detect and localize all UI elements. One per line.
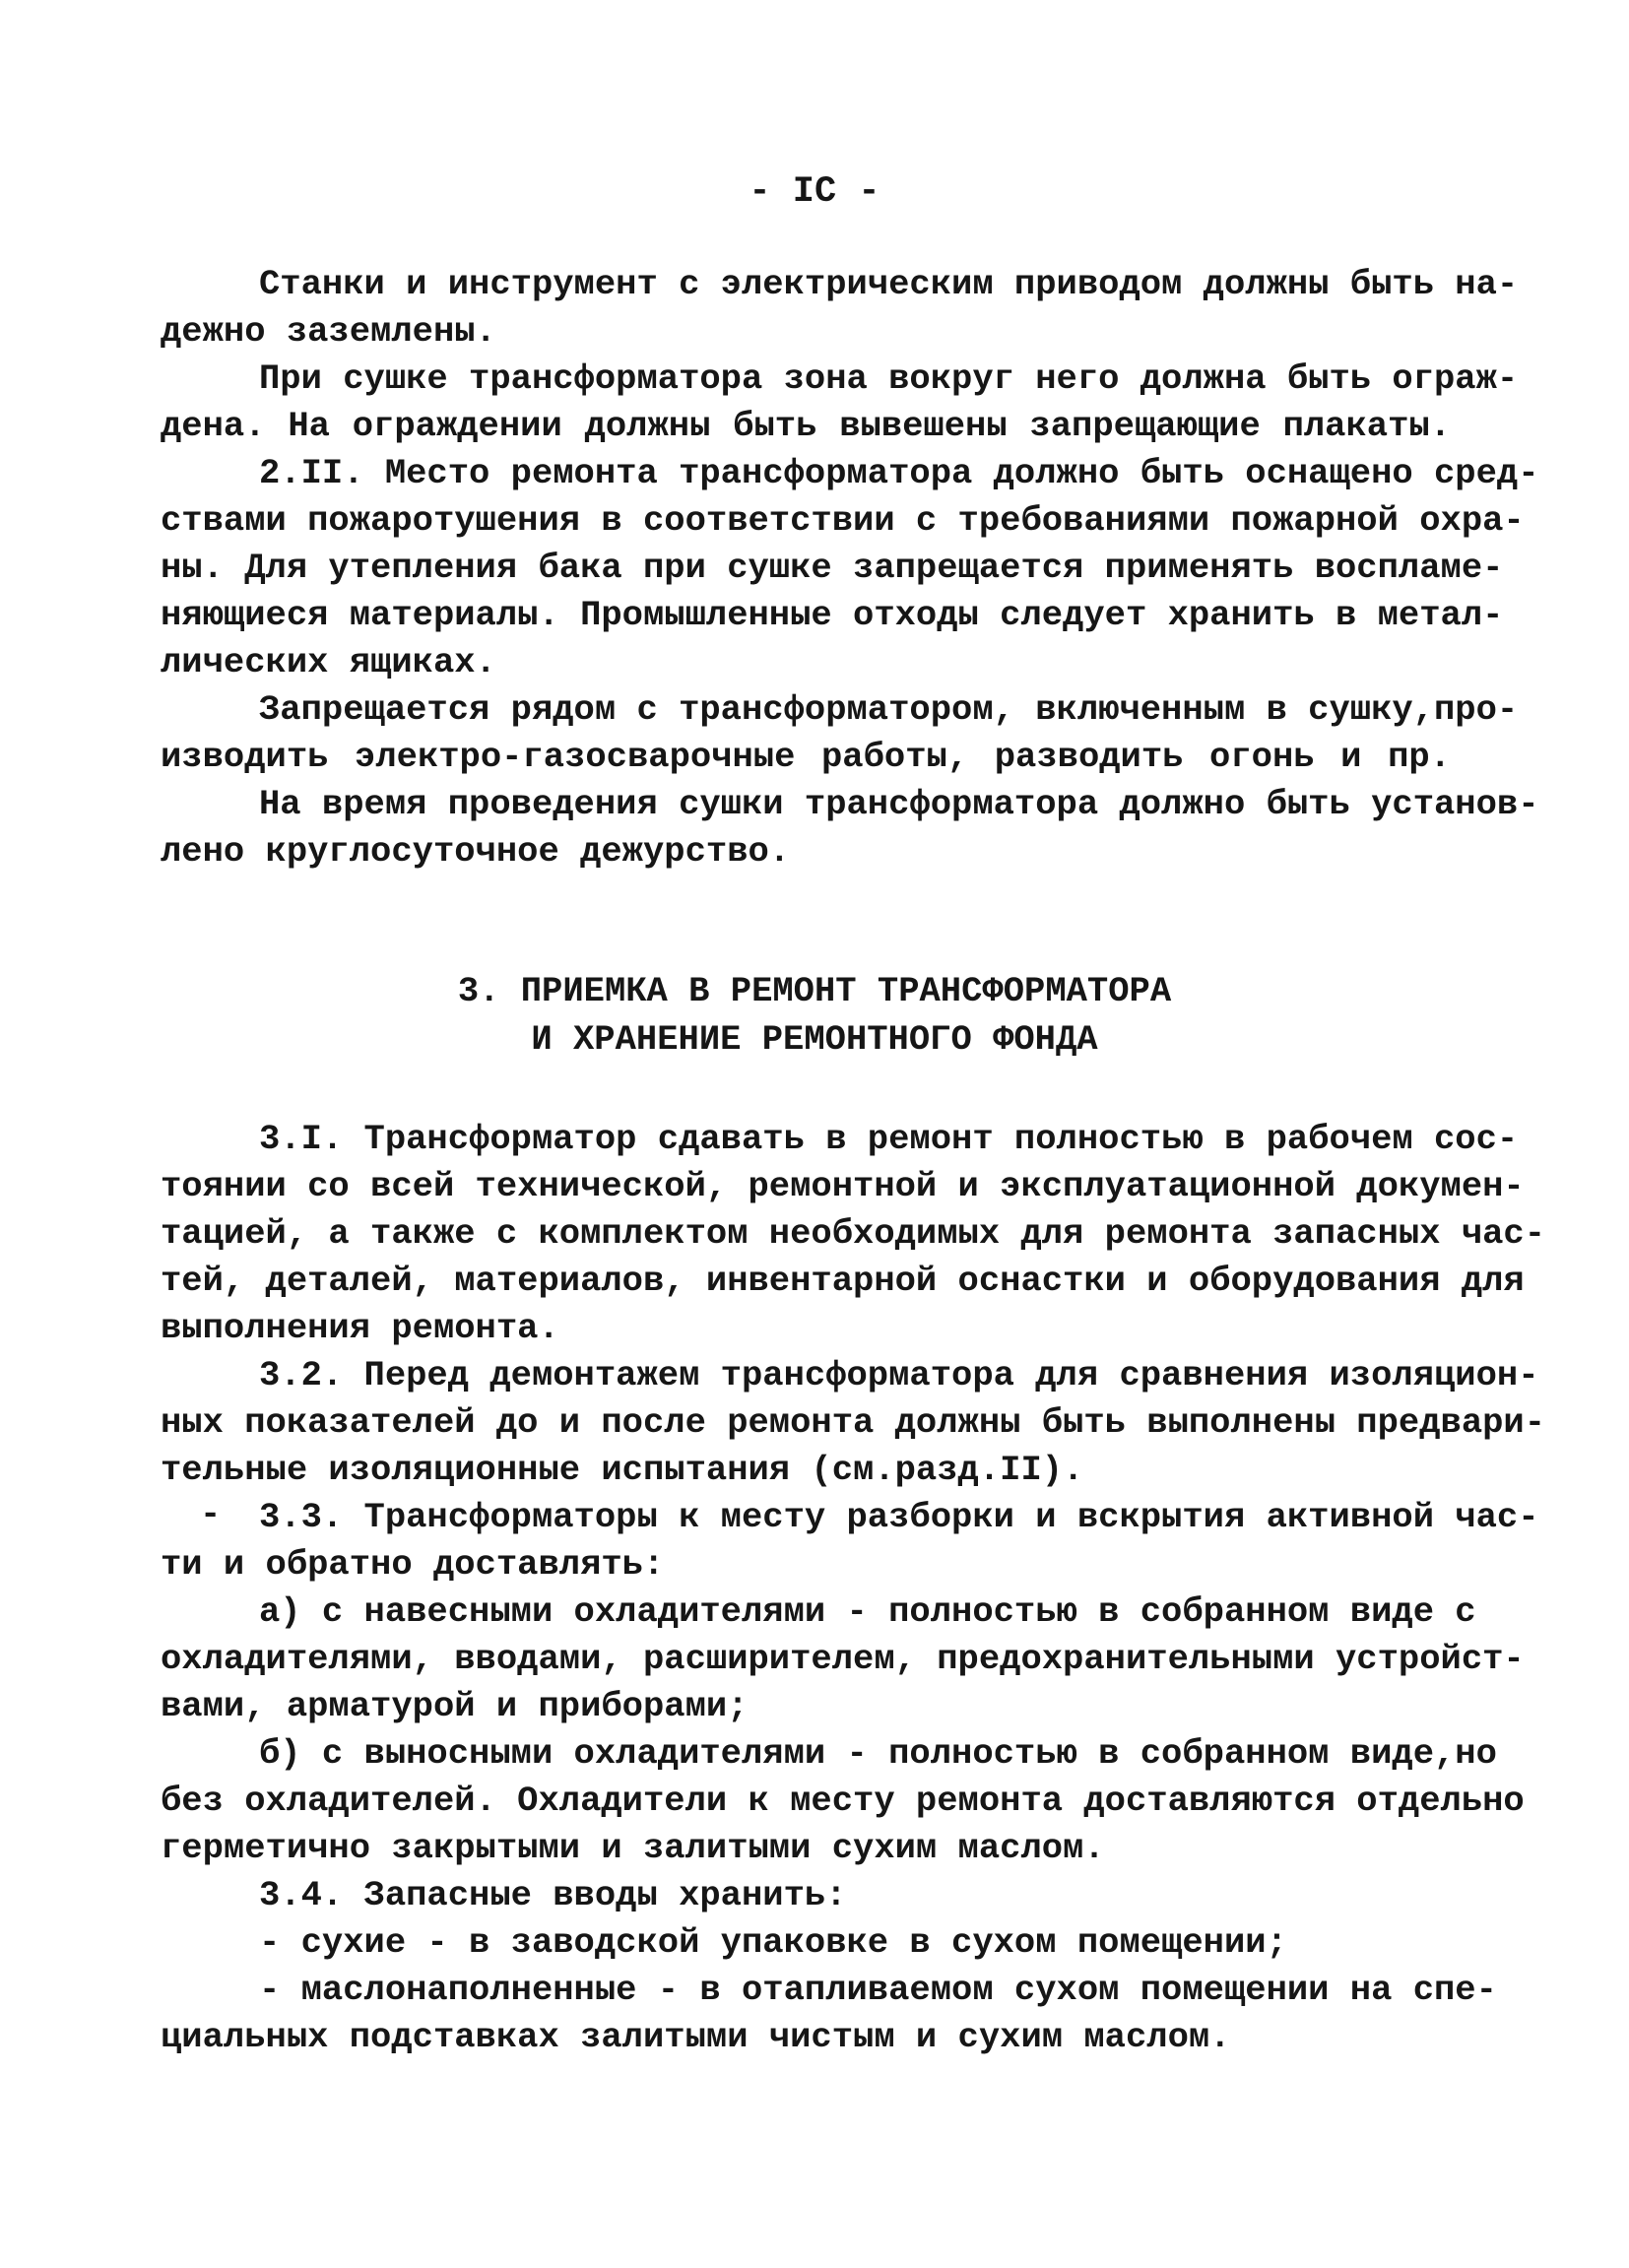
text-line: няющиеся материалы. Промышленные отходы следует хранить в метал- xyxy=(161,595,1504,635)
text-line: лических ящиках. xyxy=(161,642,496,682)
text-line: тей, деталей, материалов, инвентарной оснастки и оборудования для xyxy=(161,1261,1525,1301)
text-line: Станки и инструмент с электрическим приводом должны быть на- xyxy=(259,264,1519,304)
section-heading: 3. ПРИЕМКА В РЕМОНТ ТРАНСФОРМАТОРА xyxy=(457,971,1172,1011)
text-line: ствами пожаротушения в соответствии с требованиями пожарной охра- xyxy=(161,500,1525,541)
section-heading: И ХРАНЕНИЕ РЕМОНТНОГО ФОНДА xyxy=(531,1019,1098,1060)
text-line: Запрещается рядом с трансформатором, включенным в сушку,про- xyxy=(259,689,1519,730)
text-line: тацией, а также с комплектом необходимых для ремонта запасных час- xyxy=(161,1213,1546,1254)
text-line: дежно заземлены. xyxy=(161,311,496,352)
text-line: без охладителей. Охладители к месту ремонта доставляются отдельно xyxy=(161,1781,1525,1821)
text-line: герметично закрытыми и залитыми сухим маслом. xyxy=(161,1828,1105,1868)
text-line: лено круглосуточное дежурство. xyxy=(161,831,791,872)
text-line: тельные изоляционные испытания (см.разд.II). xyxy=(161,1450,1084,1490)
text-line: ны. Для утепления бака при сушке запрещается применять воспламе- xyxy=(161,548,1504,588)
text-line: а) с навесными охладителями - полностью в собранном виде с xyxy=(259,1591,1476,1632)
text-line: 3.2. Перед демонтажем трансформатора для сравнения изоляцион- xyxy=(259,1355,1539,1395)
text-line: тоянии со всей технической, ремонтной и эксплуатационной докумен- xyxy=(161,1166,1525,1206)
text-line: изводить электро-газосварочные работы, разводить огонь и пр. xyxy=(161,737,1451,777)
margin-mark: - xyxy=(200,1494,222,1534)
text-line: 3.4. Запасные вводы хранить: xyxy=(259,1875,847,1915)
text-line: На время проведения сушки трансформатора должно быть установ- xyxy=(259,784,1539,824)
text-line: 2.II. Место ремонта трансформатора должно быть оснащено сред- xyxy=(259,453,1539,493)
text-line: выполнения ремонта. xyxy=(161,1308,559,1348)
text-line: - маслонаполненные - в отапливаемом сухом помещении на спе- xyxy=(259,1970,1497,2010)
text-line: ных показателей до и после ремонта должны быть выполнены предвари- xyxy=(161,1402,1546,1443)
text-line: При сушке трансформатора зона вокруг него должна быть ограж- xyxy=(259,358,1519,399)
text-line: дена. На ограждении должны быть вывешены запрещающие плакаты. xyxy=(161,406,1451,446)
text-line: 3.I. Трансформатор сдавать в ремонт полностью в рабочем сос- xyxy=(259,1119,1519,1159)
text-line: ти и обратно доставлять: xyxy=(161,1544,665,1585)
text-line: б) с выносными охладителями - полностью в собранном виде,но xyxy=(259,1733,1497,1774)
text-line: вами, арматурой и приборами; xyxy=(161,1686,749,1726)
text-line: - сухие - в заводской упаковке в сухом помещении; xyxy=(259,1922,1287,1963)
text-line: охладителями, вводами, расширителем, предохранительными устройст- xyxy=(161,1639,1525,1679)
page-number: - IC - xyxy=(749,171,880,213)
text-line: циальных подставках залитыми чистым и сухим маслом. xyxy=(161,2017,1231,2057)
text-line: 3.3. Трансформаторы к месту разборки и вскрытия активной час- xyxy=(259,1497,1539,1537)
